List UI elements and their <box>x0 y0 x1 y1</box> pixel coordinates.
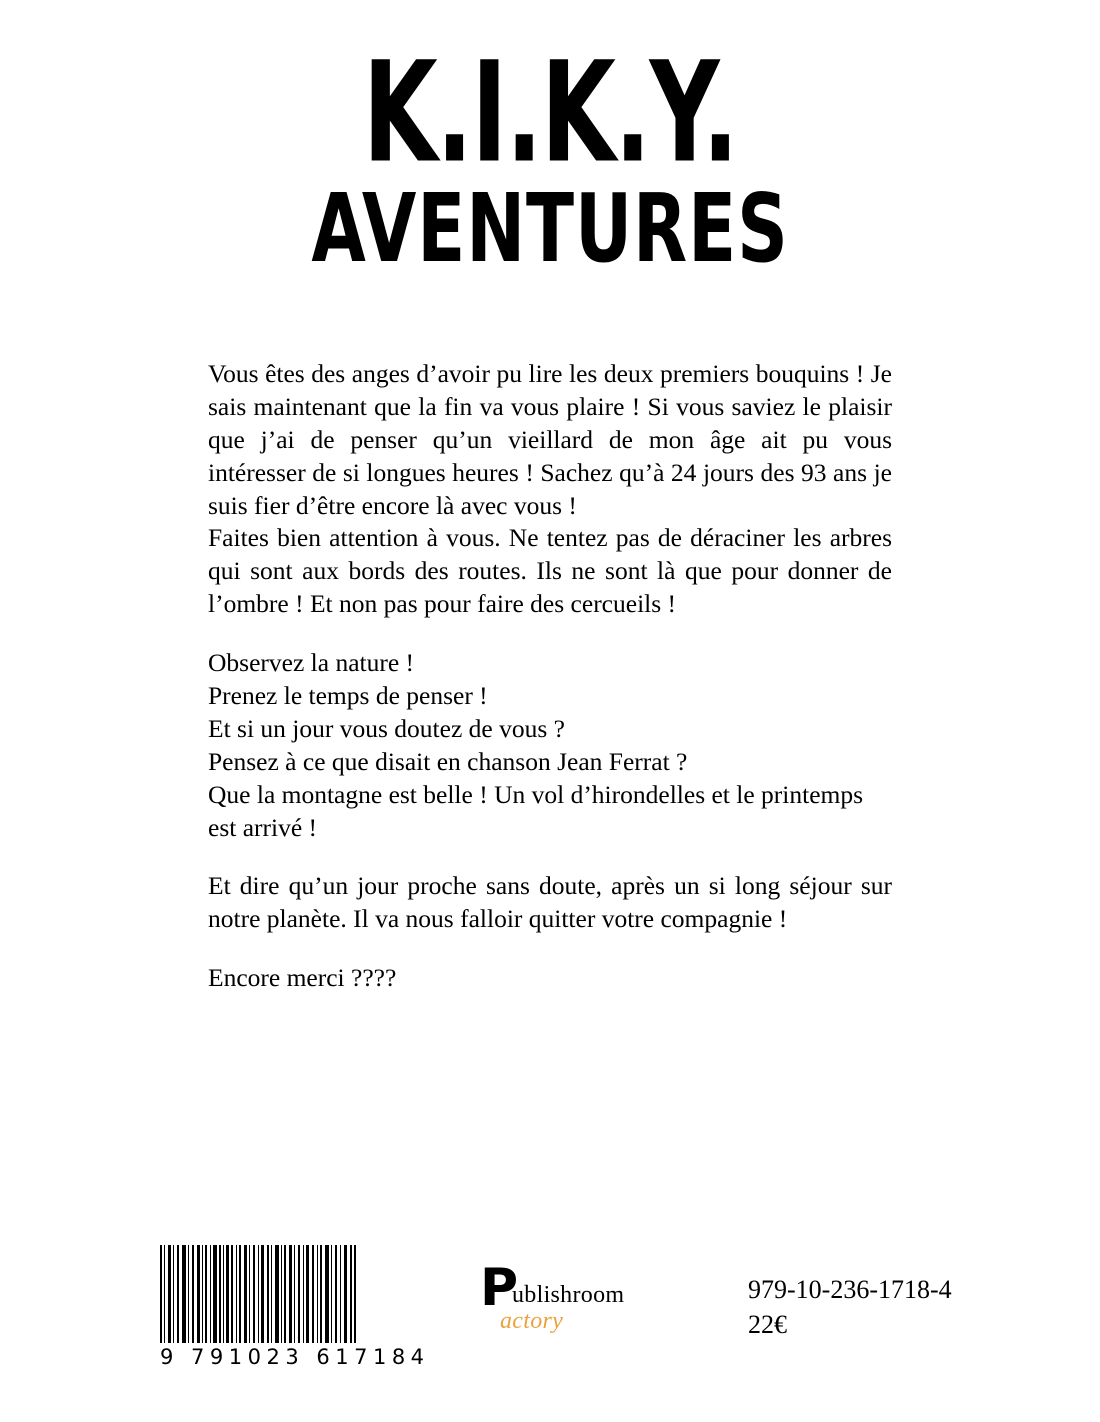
blurb-line-list <box>208 647 892 844</box>
back-cover-blurb <box>208 358 892 995</box>
page-subtitle: AVENTURES <box>311 173 789 284</box>
barcode-bars-icon <box>160 1245 356 1343</box>
cover-title-block <box>0 32 1100 284</box>
publisher-logo <box>480 1258 710 1354</box>
publisher-initial: P <box>480 1258 519 1318</box>
isbn-price-block <box>748 1272 952 1342</box>
blurb-thanks: Encore merci ???? <box>208 963 397 993</box>
barcode <box>160 1245 430 1369</box>
barcode-digits: 9 791023 617184 <box>160 1345 430 1369</box>
blurb-line-4: Pensez à ce que disait en chanson Jean Ferrat ? <box>208 746 688 776</box>
blurb-paragraph-1: Vous êtes des anges d’avoir pu lire les deux premiers bouquins ! Je sais maintenant que la fin va vous plaire ! Si vous saviez le plaisir que j’ai de penser qu’un vieillard de mon âge ait pu vous intéresser de si longues heures ! Sachez qu’à 24 jours des 93 ans je suis fier d’être encore là avec vous ! <box>208 359 892 520</box>
price-label: 22€ <box>748 1310 787 1340</box>
publisher-imprint: actory <box>500 1308 564 1334</box>
blurb-line-3: Et si un jour vous doutez de vous ? <box>208 713 565 743</box>
blurb-line-1: Observez la nature ! <box>208 648 415 678</box>
blurb-paragraph-2: Faites bien attention à vous. Ne tentez pas de déraciner les arbres qui sont aux bords des routes. Ils ne sont là que pour donner de l’ombre ! Et non pas pour faire des cercueils ! <box>208 523 892 619</box>
publisher-name: ublishroom <box>512 1282 625 1308</box>
page-title: K.I.K.Y. <box>362 32 738 195</box>
blurb-closing-paragraph: Et dire qu’un jour proche sans doute, après un si long séjour sur notre planète. Il va nous falloir quitter votre compagnie ! <box>208 871 892 934</box>
isbn-number: 979-10-236-1718-4 <box>748 1275 952 1304</box>
blurb-line-2: Prenez le temps de penser ! <box>208 681 488 711</box>
blurb-line-5: Que la montagne est belle ! Un vol d’hirondelles et le printemps est arrivé ! <box>208 779 864 842</box>
